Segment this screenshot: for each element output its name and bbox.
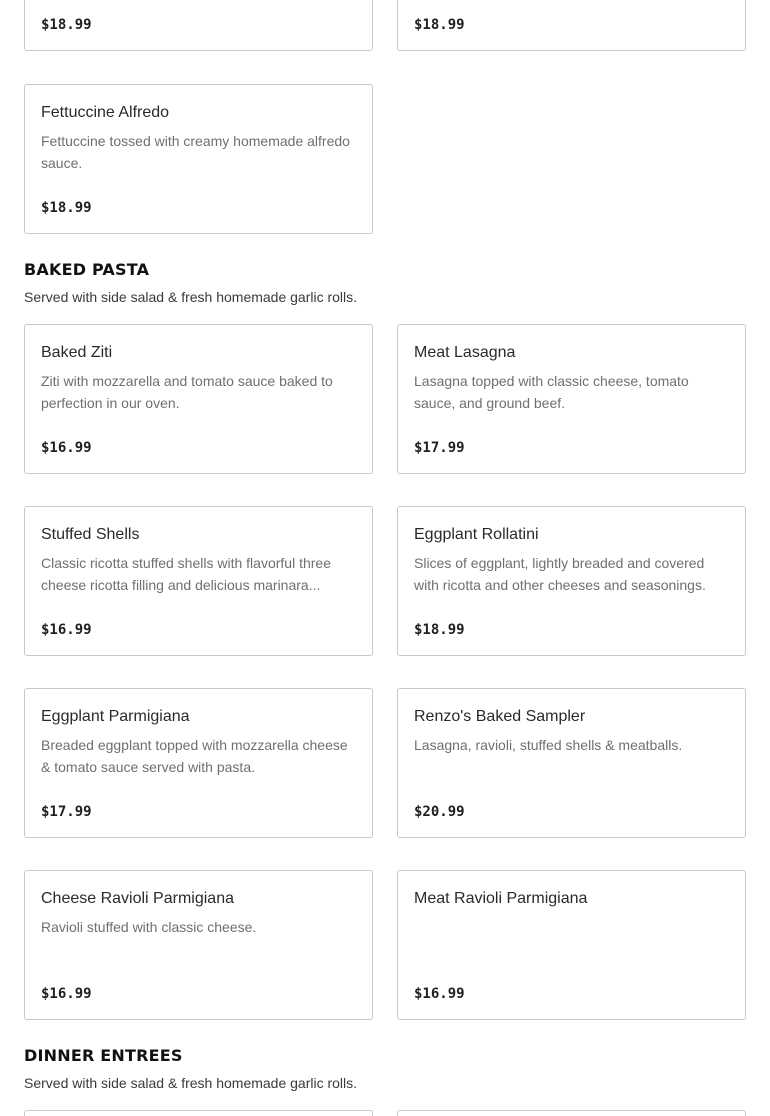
item-description: Fettuccine tossed with creamy homemade alfredo sauce. bbox=[41, 133, 350, 171]
section-title-baked-pasta: BAKED PASTA bbox=[24, 260, 150, 279]
item-price: $16.99 bbox=[41, 440, 92, 456]
item-name: Eggplant Rollatini bbox=[414, 526, 539, 543]
item-name: Baked Ziti bbox=[41, 344, 113, 361]
item-price: $20.99 bbox=[414, 804, 465, 820]
item-price: $16.99 bbox=[41, 622, 92, 638]
item-price: $16.99 bbox=[41, 986, 92, 1002]
menu-item-card[interactable] bbox=[24, 870, 373, 1020]
item-name: Meat Ravioli Parmigiana bbox=[414, 890, 588, 907]
item-description: Breaded eggplant topped with mozzarella cheese & tomato sauce served with pasta. bbox=[41, 737, 348, 775]
item-name: Cheese Ravioli Parmigiana bbox=[41, 890, 234, 907]
item-price: $18.99 bbox=[414, 17, 465, 33]
item-description: Lasagna topped with classic cheese, tomato sauce, and ground beef. bbox=[414, 373, 689, 411]
item-price: $17.99 bbox=[41, 804, 92, 820]
item-name: Stuffed Shells bbox=[41, 526, 140, 543]
menu-item-card[interactable] bbox=[397, 870, 746, 1020]
menu-item-card[interactable] bbox=[24, 506, 373, 656]
item-name: Meat Lasagna bbox=[414, 344, 516, 361]
menu-item-card[interactable] bbox=[397, 324, 746, 474]
item-price: $18.99 bbox=[41, 200, 92, 216]
item-price: $16.99 bbox=[414, 986, 465, 1002]
menu-item-card[interactable] bbox=[397, 1110, 746, 1116]
item-price: $18.99 bbox=[41, 17, 92, 33]
menu-item-card[interactable] bbox=[397, 0, 746, 51]
item-price: $17.99 bbox=[414, 440, 465, 456]
menu-item-card[interactable] bbox=[24, 1110, 373, 1116]
menu-item-card[interactable] bbox=[397, 506, 746, 656]
item-name: Renzo's Baked Sampler bbox=[414, 708, 586, 725]
item-description: Slices of eggplant, lightly breaded and covered with ricotta and other cheeses and seasonings. bbox=[414, 555, 706, 593]
menu-item-card[interactable] bbox=[24, 84, 373, 234]
item-name: Eggplant Parmigiana bbox=[41, 708, 190, 725]
item-description: Ziti with mozzarella and tomato sauce baked to perfection in our oven. bbox=[41, 373, 333, 411]
item-description: Lasagna, ravioli, stuffed shells & meatballs. bbox=[414, 737, 683, 753]
item-description: Ravioli stuffed with classic cheese. bbox=[41, 919, 257, 935]
item-description: Classic ricotta stuffed shells with flavorful three cheese ricotta filling and delicious marinara... bbox=[41, 555, 331, 593]
item-price: $18.99 bbox=[414, 622, 465, 638]
section-subtitle: Served with side salad & fresh homemade garlic rolls. bbox=[24, 1075, 358, 1091]
item-name: Fettuccine Alfredo bbox=[41, 104, 170, 121]
menu-item-card[interactable] bbox=[24, 324, 373, 474]
section-subtitle: Served with side salad & fresh homemade garlic rolls. bbox=[24, 289, 358, 305]
menu-item-card[interactable] bbox=[24, 688, 373, 838]
menu-item-card[interactable] bbox=[397, 688, 746, 838]
menu-item-card[interactable] bbox=[24, 0, 373, 51]
section-title-dinner-entrees: DINNER ENTREES bbox=[24, 1046, 183, 1065]
